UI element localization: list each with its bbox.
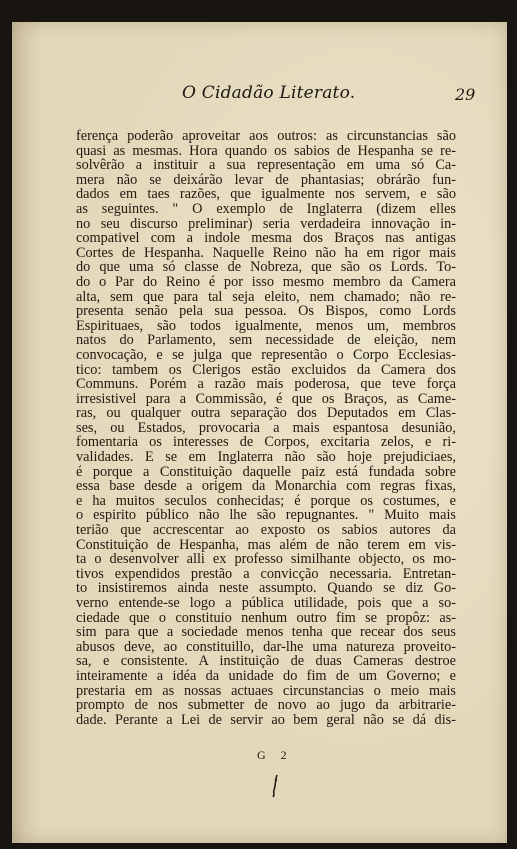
text-line: alta, sem que para tal seja eleito, nem chamado; não re- <box>76 288 456 305</box>
text-line: compativel com a indole mesma dos Braços nas antigas <box>76 230 456 247</box>
page-number: 29 <box>455 85 476 104</box>
text-line: Communs. Porém a razão mais poderosa, que teve força <box>76 376 456 393</box>
text-line: do o Par do Reino é por isso mesmo membro da Camera <box>76 273 456 290</box>
text-line: é porque a Constituição daquelle paiz está fundada sobre <box>76 463 456 480</box>
book-page <box>12 22 507 843</box>
text-line: ras, ou qualquer outra separação dos Deputados em Clas- <box>76 405 456 422</box>
text-line: Cortes de Hespanha. Naquelle Reino não ha em rigor mais <box>76 244 456 261</box>
page-header <box>12 77 507 107</box>
text-line: ses, ou Estados, provocaria a mais espantosa desunião, <box>76 419 456 436</box>
text-line: convocação, e se julga que representão o Corpo Ecclesias- <box>76 346 456 363</box>
signature-mark: G 2 <box>257 748 293 762</box>
text-line: do que uma só classe de Nobreza, que são os Lords. To- <box>76 259 456 276</box>
text-line: prompto de nos submetter de novo ao jugo da arbitrarie- <box>76 697 456 714</box>
text-line: dados em taes razões, que igualmente nos servem, e são <box>76 186 456 203</box>
text-line: presenta senão pela sua pessoa. Os Bispos, como Lords <box>76 303 456 320</box>
text-line: o espirito público não lhe são repugnantes. " Muito mais <box>76 507 456 524</box>
text-line: as seguintes. " O exemplo de Inglaterra (dizem elles <box>76 200 456 217</box>
text-line: quasi as mesmas. Hora quando os sabios de Hespanha se re- <box>76 142 456 159</box>
text-line: mera não se deixárão levar de phantasias; obrárão fun- <box>76 171 456 188</box>
text-line: ciedade que o constituio nenhum outro fim se propôz: as- <box>76 609 456 626</box>
text-line: verno entende-se logo a pública utilidade, pois que a so- <box>76 595 456 611</box>
text-line: to insistiremos ainda neste assumpto. Quando se diz Go- <box>76 580 456 597</box>
text-line: essa base desde a origem da Monarchia com regras fixas, <box>76 478 456 495</box>
text-line: ta o desenvolver alli ex professo similhante objecto, os mo- <box>76 551 456 568</box>
text-line: sim para que a sociedade menos tenha que recear dos seus <box>76 624 456 641</box>
text-line: e ha muitos seculos conhecidas; é porque os costumes, e <box>76 492 456 509</box>
text-line: terião que accrescentar ao exposto os sabios autores da <box>76 522 456 539</box>
text-line: abusos deve, ao constituillo, dar-lhe uma natureza proveito- <box>76 638 456 655</box>
text-line: tivos expendidos prestão a convicção necessaria. Entretan- <box>76 565 456 582</box>
text-line: dade. Perante a Lei de servir ao bem geral não se dá dis- <box>76 711 456 728</box>
text-line: no seu discurso preliminar) seria verdadeira innovação in- <box>76 215 456 232</box>
text-line: validades. E se em Inglaterra não são hoje prejudiciaes, <box>76 449 456 466</box>
text-line: solvêrão a instituir a sua representação em uma só Ca- <box>76 157 456 174</box>
text-line: fomentaria os interesses de Corpos, excitaria zelos, e ri- <box>76 434 456 451</box>
text-line: irresistivel para a Commissão, é que os Braços, as Came- <box>76 390 456 407</box>
text-line: inteiramente a idéa da unidade do fim de um Governo; e <box>76 667 456 684</box>
text-line: ferença poderão aproveitar aos outros: as circunstancias são <box>76 128 456 144</box>
running-title: O Cidadão Literato. <box>182 83 356 103</box>
ink-blot-mark <box>267 774 285 798</box>
text-line: sa, e consistente. A instituição de duas Cameras destroe <box>76 653 456 670</box>
text-line: Constituição de Hespanha, mas além de não terem em vis- <box>76 536 456 553</box>
text-line: Espirituaes, são todos igualmente, menos um, membros <box>76 317 456 334</box>
text-line: prestaria em as nossas actuaes circunstancias o meio mais <box>76 682 456 699</box>
text-line: tico: tambem os Clerigos estão excluidos da Camera dos <box>76 361 456 378</box>
body-text <box>76 129 456 727</box>
text-line: natos do Parlamento, sem necessidade de eleição, nem <box>76 332 456 349</box>
